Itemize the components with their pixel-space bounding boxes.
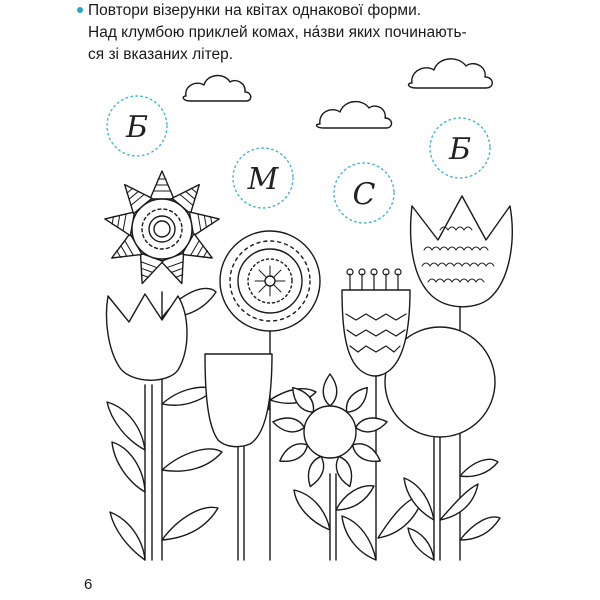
letter-m: М [247, 162, 279, 197]
tulip-blank [107, 294, 188, 380]
leaf [342, 516, 376, 560]
leaf [110, 512, 145, 560]
instruction-line-2: Над клумбою приклей комах, на́зви яких починають- [88, 24, 467, 41]
letter-b1: Б [125, 110, 149, 145]
leaf [162, 449, 222, 471]
instruction-line-1: Повтори візерунки на квітах однакової форми. [88, 2, 422, 19]
leaf [112, 442, 145, 492]
leaf [294, 490, 330, 530]
leaf [460, 459, 498, 476]
leaf [336, 486, 374, 510]
letter-s: С [352, 177, 376, 212]
cloud-icon [409, 59, 493, 88]
leaf [460, 517, 500, 540]
page-number: 6 [84, 576, 93, 593]
cup-flower-blank [205, 354, 272, 447]
leaf [162, 507, 218, 540]
leaf [408, 528, 434, 560]
patterned-sunflower [103, 171, 221, 288]
leaf [440, 484, 478, 520]
cloud-icon [183, 76, 251, 101]
patterned-tulip [411, 196, 513, 307]
instruction-line-3: ся зі вказаних літер. [88, 46, 234, 63]
letter-b2: Б [448, 132, 472, 167]
patterned-round-flower [220, 231, 320, 331]
cloud-icon [317, 102, 392, 128]
